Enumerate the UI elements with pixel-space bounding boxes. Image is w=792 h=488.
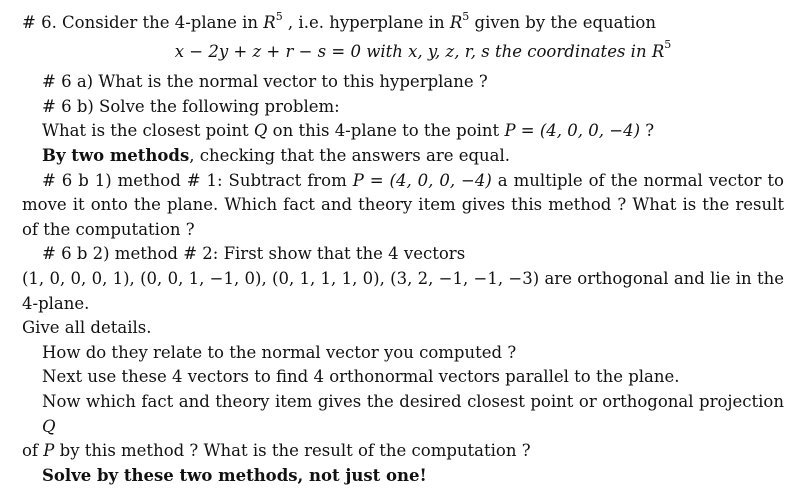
m1-text-pre: # 6 b 1) method # 1: Subtract from <box>42 170 353 190</box>
equation-lhs: x − 2y + z + r − s = 0 <box>174 41 361 61</box>
method-2-relate: How do they relate to the normal vector you computed ? <box>42 342 517 362</box>
method-2-details: Give all details. <box>22 318 152 338</box>
problem-intro <box>22 11 784 36</box>
method-2-fact-line-1 <box>22 390 784 439</box>
q6b-text-mid: on this 4-plane to the point <box>267 121 505 141</box>
intro-text-post: given by the equation <box>469 13 656 32</box>
m2-vectors-post: are orthogonal and lie in the 4-plane. <box>22 268 784 313</box>
intro-text: # 6. Consider the 4-plane in <box>22 13 264 32</box>
method-2-fact-line-2 <box>22 439 784 464</box>
question-6b: # 6 b) Solve the following problem: <box>42 96 340 116</box>
space-symbol: R <box>263 13 276 32</box>
space-exponent: 5 <box>275 9 283 23</box>
final-bold: Solve by these two methods, not just one! <box>42 465 427 485</box>
space-symbol-2: R <box>449 13 463 32</box>
q6b-text-post: ? <box>640 121 655 141</box>
method-2-vectors <box>22 267 784 316</box>
method-2-next: Next use these 4 vectors to find 4 orthonormal vectors parallel to the plane. <box>42 367 680 387</box>
m1-text-post: a multiple of the normal vector to <box>491 170 784 190</box>
method-1-line-2: move it onto the plane. Which fact and theory item gives this method ? What is the result <box>22 195 784 215</box>
question-6a: # 6 a) What is the normal vector to this hyperplane ? <box>42 72 488 92</box>
m2-fact-line2-post: by this method ? What is the result of the computation ? <box>54 441 531 461</box>
q6b-point-p: P = (4, 0, 0, −4) <box>504 121 641 141</box>
m2-fact-point-p: P <box>43 441 55 461</box>
two-methods-line <box>22 144 784 169</box>
method-1-line-1 <box>22 169 784 194</box>
q6b-point-q: Q <box>253 121 268 141</box>
equation-space-exponent: 5 <box>664 38 672 52</box>
final-instruction <box>22 464 784 488</box>
space-exponent-2: 5 <box>462 9 470 23</box>
question-6b-text <box>22 119 784 144</box>
method-2-line-1: # 6 b 2) method # 2: First show that the 4 vectors <box>42 244 466 264</box>
m1-point-p: P = (4, 0, 0, −4) <box>352 170 492 190</box>
equation-space-symbol: R <box>651 41 665 61</box>
two-methods-bold: By two methods <box>42 145 190 165</box>
two-methods-rest: , checking that the answers are equal. <box>189 145 511 165</box>
equation-with-text: with x, y, z, r, s the coordinates in <box>360 41 652 61</box>
intro-text-mid: , i.e. hyperplane in <box>282 13 450 32</box>
q6b-text-pre: What is the closest point <box>42 121 254 141</box>
m2-fact-point-q: Q <box>42 416 56 436</box>
method-1-line-3: of the computation ? <box>22 219 195 239</box>
hyperplane-equation <box>22 40 784 65</box>
m2-fact-line2-pre: of <box>22 441 44 461</box>
m2-vector-list: (1, 0, 0, 0, 1), (0, 0, 1, −1, 0), (0, 1, 1, 1, 0), (3, 2, −1, −1, −3) <box>22 268 540 288</box>
m2-fact-text: Now which fact and theory item gives the desired closest point or orthogonal projection <box>42 391 784 411</box>
